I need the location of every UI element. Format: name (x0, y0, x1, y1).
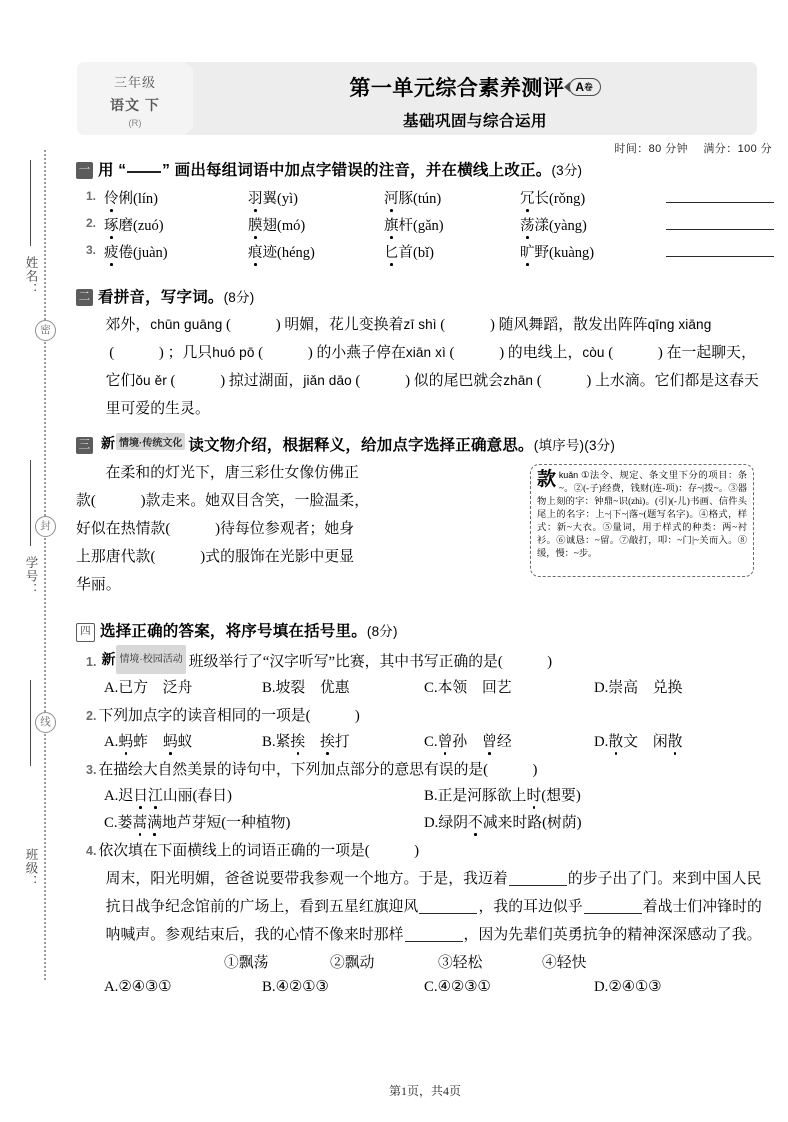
word-rest: 野(kuàng) (534, 245, 595, 261)
word-cell (248, 214, 305, 235)
section-2-heading (76, 285, 766, 307)
plain-char: 正 (437, 788, 453, 804)
answer-parenthesis[interactable]: ( ) (440, 317, 496, 333)
section-3-number: 三 (76, 437, 93, 454)
option-text (118, 788, 232, 804)
option-text (438, 734, 512, 750)
option-a[interactable] (104, 730, 192, 751)
dotted-char: 荡 (520, 218, 535, 234)
answer-blank[interactable] (666, 229, 774, 230)
plain-char: 打 (334, 734, 350, 750)
volume-letter: A (575, 80, 585, 94)
dotted-char: 旷 (520, 245, 535, 261)
new-context-badge (101, 645, 185, 674)
option-c[interactable] (424, 676, 512, 697)
passage-text: 的电线上， (507, 345, 583, 361)
table-row (76, 185, 766, 212)
plain-char: 地 (162, 815, 177, 831)
seal-circle-3: 线 (35, 712, 56, 733)
section-2 (76, 285, 766, 423)
seal-dashed-line (44, 150, 46, 980)
plain-char: 阴 (453, 815, 469, 831)
exam-subtitle: 基础巩固与综合运用 (402, 113, 547, 130)
header-subject: 语文 下 (110, 97, 160, 113)
option-label: D. (594, 734, 609, 750)
seal-rule-1 (30, 160, 31, 246)
dotted-char: 曾 (482, 734, 497, 750)
plain-char: 山 (162, 788, 178, 804)
plain-char: ) (227, 788, 232, 804)
plain-char: 蚁 (177, 734, 193, 750)
plain-char: 丽 (177, 788, 193, 804)
plain-char: 减 (482, 815, 498, 831)
word-cell (384, 241, 434, 262)
plain-char: ( (192, 788, 198, 804)
question-index: 4. (86, 844, 97, 858)
dictionary-definitions: ①法令、规定、条文里下分的项目：条~。②(-子)经费，钱财(连-项)：存~|拨~。③器物上刻的字：钟鼎~识(zhì)。(引)(-儿)书画、信件头尾上的名字：上~|下~|落~(题写名字)。④格式，样式：新~大衣。⑤量词，用于样式的种类：两~衬衫。⑥诚恳：~留。⑦敲打，叩：~门|~关而入。⑧缓，慢：~步。 (537, 471, 747, 559)
question-stem[interactable]: 下列加点字的读音相同的一项是( ) (98, 708, 360, 724)
section-1-number: 一 (76, 162, 93, 179)
question-4-word-bank (76, 951, 766, 978)
passage-text: 郊外， (105, 317, 151, 333)
pinyin-cue: qīng xiāng (647, 317, 712, 332)
section-1 (76, 158, 766, 266)
option-label: D. (594, 680, 609, 696)
option-text: 崇高 兑换 (608, 680, 683, 696)
dotted-char: 羽 (248, 191, 263, 207)
option-text: ④②①③ (275, 979, 329, 995)
answer-blank[interactable] (666, 256, 774, 257)
plain-char: 孙 (452, 734, 468, 750)
word-rest: 杆(gǎn) (398, 218, 444, 234)
question-4-passage (76, 865, 766, 949)
answer-parenthesis[interactable]: ( ) (536, 373, 592, 389)
option-a[interactable] (104, 784, 232, 805)
section-4-heading (76, 619, 766, 642)
exam-title: 第一单元综合素养测评 (349, 77, 565, 100)
page-number-label: 第1页，共4页 (388, 1084, 461, 1098)
dotted-char: 满 (147, 815, 163, 831)
plain-char: 蚱 (133, 734, 149, 750)
answer-parenthesis[interactable]: ( ) (170, 373, 226, 389)
plain-char: 来 (497, 815, 513, 831)
plain-char: 是 (452, 788, 468, 804)
section-2-passage (76, 311, 766, 423)
dictionary-box (530, 464, 754, 577)
plain-char: 豚 (482, 788, 497, 804)
answer-blank[interactable] (666, 202, 774, 203)
seal-label-name: 姓名： (24, 256, 38, 297)
dotted-char: 匕 (384, 245, 399, 261)
section-3-title-tail: (填序号) (533, 438, 585, 453)
plain-char: 春 (197, 788, 213, 804)
plain-char: 上 (511, 788, 527, 804)
word-cell (520, 187, 585, 208)
plain-char: 种 (241, 815, 256, 831)
volume-badge (569, 78, 600, 96)
row-index: 3. (86, 243, 97, 257)
word-rest: 首(bǐ) (398, 245, 434, 261)
word-bank-item: ②飘动 (330, 955, 375, 971)
plain-char: 日 (212, 788, 228, 804)
table-row (76, 212, 766, 239)
answer-fill-blank[interactable] (584, 913, 642, 914)
word-rest: 长(rǒng) (534, 191, 586, 207)
option-d[interactable] (594, 730, 682, 751)
section-3-points: (3分) (584, 438, 616, 453)
option-label: D. (424, 815, 439, 831)
section-3-text (76, 459, 484, 599)
exam-fullscore: 满分：100 分 (703, 143, 772, 155)
plain-char: 路 (527, 815, 543, 831)
option-text: 坡裂 优惠 (275, 680, 350, 696)
exam-page (62, 0, 788, 1122)
word-rest: 翼(yì) (262, 191, 298, 207)
option-a[interactable] (104, 676, 192, 697)
plain-char: 植 (255, 815, 271, 831)
option-d[interactable] (594, 978, 661, 996)
row-index: 2. (86, 216, 97, 230)
word-cell (520, 214, 587, 235)
exam-meta (602, 140, 772, 156)
plain-char: 欲 (496, 788, 512, 804)
answer-parenthesis[interactable]: ( ) (449, 345, 505, 361)
passage-text: ，因为先辈们英勇抗争的精神深深感动了我。 (463, 927, 762, 943)
seal-rule-3 (30, 680, 31, 766)
question-1-options (76, 676, 766, 703)
passage-text: 着战士们冲锋时的呐喊声。参观结束后，我的心情不像来时那样 (105, 899, 762, 943)
dotted-char: 散 (667, 734, 683, 750)
option-label: A. (104, 680, 119, 696)
dotted-char: 江 (148, 788, 163, 804)
option-label: C. (104, 815, 118, 831)
badge-tag: 情境·校园活动 (116, 645, 185, 674)
question-3 (76, 757, 766, 784)
answer-parenthesis[interactable]: ( ) (608, 345, 663, 361)
word-cell (248, 187, 298, 208)
passage-text: ；几只 (167, 345, 213, 361)
section-2-points: (8分) (223, 290, 255, 305)
pinyin-cue: ǒu ěr (135, 373, 167, 388)
question-3-options-row1 (76, 784, 766, 811)
option-text (118, 734, 192, 750)
option-text (608, 734, 682, 750)
option-label: A. (104, 734, 119, 750)
volume-suffix: 卷 (584, 82, 593, 92)
plain-char: 闲 (652, 734, 668, 750)
dotted-char: 时 (526, 788, 542, 804)
seal-circle-2: 封 (35, 516, 56, 537)
dotted-char: 旗 (384, 218, 399, 234)
dotted-char: 疲 (104, 245, 119, 261)
word-rest: 迹(héng) (262, 245, 315, 261)
question-4-options (76, 978, 766, 1005)
exam-header (77, 62, 757, 135)
option-text (276, 734, 350, 750)
word-cell (384, 187, 441, 208)
question-index: 3. (86, 763, 97, 777)
spacer (638, 734, 653, 750)
passage-text: 随风舞蹈，散发出阵阵 (498, 317, 648, 333)
spacer (305, 734, 320, 750)
plain-char: 迟 (118, 788, 134, 804)
plain-char: 一 (226, 815, 242, 831)
plain-char: ( (541, 788, 547, 804)
word-rest: 豚(tún) (398, 191, 442, 207)
dotted-char: 曾 (437, 734, 453, 750)
dotted-char: 挨 (290, 734, 306, 750)
spacer (148, 734, 163, 750)
seal-label-class: 班级： (24, 848, 38, 889)
question-1 (76, 645, 766, 676)
option-label: B. (424, 788, 438, 804)
question-stem[interactable]: 班级举行了“汉字听写”比赛，其中书写正确的是( ) (188, 654, 553, 670)
section-4-number: 四 (76, 623, 95, 642)
passage-text: ，我的耳边似乎 (478, 899, 583, 915)
passage-text: 上水滴。它们都是这春天里可爱的生灵。 (105, 373, 759, 417)
text-line: 华丽。 (76, 577, 121, 593)
dotted-char: 不 (468, 815, 483, 831)
dictionary-pinyin: kuǎn (558, 470, 579, 480)
section-1-title-pre: 用 “ (98, 162, 127, 179)
passage-text: 似的尾巴就会 (413, 373, 504, 389)
seal-label-studentid: 学号： (24, 556, 38, 597)
pinyin-cue: chūn guāng (150, 317, 223, 332)
header-grade: 三年级 (113, 75, 156, 90)
section-1-rows (76, 185, 766, 266)
answer-parenthesis[interactable]: ( ) (258, 345, 313, 361)
option-b[interactable] (424, 784, 581, 805)
underline-mark-icon (127, 171, 161, 173)
option-label: B. (262, 680, 276, 696)
seal-rule-2 (30, 460, 31, 546)
badge-tag: 情境·传统文化 (116, 433, 185, 450)
pinyin-cue: jiǎn dāo (303, 373, 352, 388)
section-4-title: 选择正确的答案，将序号填在括号里。 (100, 623, 367, 640)
pinyin-cue: zhān (503, 373, 534, 388)
section-1-title-post: ” 画出每组词语中加点字错误的注音，并在横线上改正。 (162, 162, 552, 179)
plain-char: ( (221, 815, 227, 831)
section-4 (76, 619, 766, 1005)
seal-margin (0, 0, 62, 1122)
word-rest: 俐(lín) (118, 191, 158, 207)
word-cell (520, 241, 594, 262)
plain-char: 文 (623, 734, 639, 750)
dotted-char: 琢 (104, 218, 119, 234)
exam-time: 时间：80 分钟 (614, 143, 688, 155)
option-c[interactable] (104, 811, 290, 832)
option-label: C. (424, 979, 438, 995)
header-edition: (R) (128, 118, 142, 129)
text-line: 在柔和的灯光下，唐三彩仕女像仿佛正 (105, 465, 359, 481)
option-label: A. (104, 788, 119, 804)
plain-char: ) (576, 815, 582, 831)
option-text (118, 815, 291, 831)
word-cell (104, 241, 168, 262)
plain-char: 时 (512, 815, 528, 831)
dotted-char: 伶 (104, 191, 119, 207)
word-bank-item: ①飘荡 (224, 955, 269, 971)
header-main (193, 62, 757, 135)
pinyin-cue: zī shì (403, 317, 437, 332)
plain-char: 荫 (561, 815, 577, 831)
section-3-title: 读文物介绍，根据释义，给加点字选择正确意思。 (188, 437, 534, 454)
plain-char: ) (285, 815, 291, 831)
question-2-options (76, 730, 766, 757)
pinyin-cue: huó pō (212, 345, 255, 360)
word-bank-item: ④轻快 (542, 955, 587, 971)
plain-char: 绿 (438, 815, 454, 831)
section-2-title: 看拼音，写字词。 (98, 289, 224, 306)
answer-parenthesis[interactable]: ( ) (355, 373, 411, 389)
plain-char: 经 (496, 734, 512, 750)
dotted-char: 挨 (320, 734, 335, 750)
plain-char: 想 (546, 788, 562, 804)
option-a[interactable] (104, 978, 171, 996)
option-b[interactable] (262, 730, 350, 751)
option-d[interactable] (424, 811, 582, 832)
answer-fill-blank[interactable] (509, 885, 567, 886)
word-cell (248, 241, 315, 262)
plain-char: 蒌 (117, 815, 133, 831)
passage-text: 在一起聊天，它们 (105, 345, 756, 389)
word-bank-item: ③轻松 (438, 955, 483, 971)
option-label: B. (262, 734, 276, 750)
plain-char: 要 (561, 788, 576, 804)
spacer (467, 734, 482, 750)
option-label: C. (424, 680, 438, 696)
option-label: B. (262, 979, 276, 995)
question-stem[interactable]: 在描绘大自然美景的诗句中，下列加点部分的意思有误的是( ) (98, 762, 538, 778)
header-grade-block (77, 62, 193, 135)
answer-fill-blank[interactable] (419, 913, 477, 914)
option-c[interactable] (424, 730, 512, 751)
option-text (438, 815, 581, 831)
seal-circle-1: 密 (35, 320, 56, 341)
question-4 (76, 838, 766, 865)
plain-char: 紧 (275, 734, 291, 750)
passage-text: 的步子出了门。来到中国人民抗日战争纪念馆前的广场上，看到五星红旗迎风 (105, 871, 762, 915)
text-line[interactable]: 款( )款走来。她双目含笑，一脸温柔， (76, 493, 370, 509)
option-label: C. (424, 734, 438, 750)
plain-char: 芽 (191, 815, 207, 831)
option-d[interactable] (594, 676, 682, 697)
option-label: A. (104, 979, 119, 995)
answer-parenthesis[interactable]: ( ) (109, 345, 164, 361)
option-text: 已方 泛舟 (118, 680, 193, 696)
dictionary-headword: 款 (537, 469, 556, 490)
badge-main: 新 (101, 435, 115, 451)
word-rest: 倦(juàn) (118, 245, 168, 261)
word-rest: 磨(zuó) (118, 218, 164, 234)
dotted-char: 蚂 (162, 734, 178, 750)
plain-char: 物 (270, 815, 286, 831)
option-text: ②④③① (118, 979, 172, 995)
option-b[interactable] (262, 676, 350, 697)
passage-text: 周末，阳光明媚，爸爸说要带我参观一个地方。于是，我迈着 (105, 871, 508, 887)
word-rest: 漾(yàng) (534, 218, 587, 234)
section-3-heading (76, 433, 766, 455)
table-row (76, 239, 766, 266)
dictionary-entry (537, 469, 747, 561)
option-text: ②④①③ (608, 979, 662, 995)
text-line[interactable]: 上那唐代款( )式的服饰在光影中更显 (76, 549, 355, 565)
section-1-points: (3分) (551, 163, 583, 178)
question-2 (76, 703, 766, 730)
dotted-char: 冗 (520, 191, 535, 207)
question-index: 1. (86, 655, 97, 669)
dotted-char: 膜 (248, 218, 263, 234)
plain-char: ( (542, 815, 548, 831)
new-context-badge (101, 433, 185, 453)
answer-fill-blank[interactable] (405, 941, 463, 942)
question-index: 2. (86, 709, 97, 723)
word-cell (104, 214, 164, 235)
option-b[interactable] (262, 978, 329, 996)
plain-char: 河 (467, 788, 483, 804)
badge-main: 新 (101, 651, 116, 667)
dotted-char: 痕 (248, 245, 263, 261)
word-rest: 翅(mó) (262, 218, 306, 234)
word-cell (384, 214, 444, 235)
word-cell (104, 187, 158, 208)
text-line[interactable]: 好似在热情款( )待每位参观者；她身 (76, 521, 355, 537)
dotted-char: 蒿 (132, 815, 148, 831)
passage-text: 掠过湖面， (228, 373, 304, 389)
plain-char: 短 (206, 815, 222, 831)
pinyin-cue: còu (582, 345, 605, 360)
option-c[interactable] (424, 978, 491, 996)
plain-char: ) (575, 788, 581, 804)
section-4-points: (8分) (366, 624, 398, 639)
section-1-heading (76, 158, 766, 180)
passage-text: 的小燕子停在 (316, 345, 406, 361)
option-text: ④②③① (437, 979, 491, 995)
pinyin-cue: xiān xì (405, 345, 446, 360)
dotted-char: 日 (133, 788, 149, 804)
dotted-char: 散 (608, 734, 624, 750)
row-index: 1. (86, 189, 97, 203)
dotted-char: 河 (384, 191, 399, 207)
section-2-number: 二 (76, 289, 93, 306)
plain-char: 树 (547, 815, 562, 831)
dotted-char: 蚂 (118, 734, 134, 750)
question-stem[interactable]: 依次填在下面横线上的词语正确的一项是( ) (98, 843, 420, 859)
plain-char: 芦 (176, 815, 192, 831)
page-footer (62, 1082, 788, 1099)
answer-parenthesis[interactable]: ( ) (225, 317, 281, 333)
passage-text: 明媚，花儿变换着 (284, 317, 404, 333)
option-text (438, 788, 581, 804)
option-text: 本领 回艺 (437, 680, 512, 696)
option-label: D. (594, 979, 609, 995)
question-3-options-row2 (76, 811, 766, 838)
